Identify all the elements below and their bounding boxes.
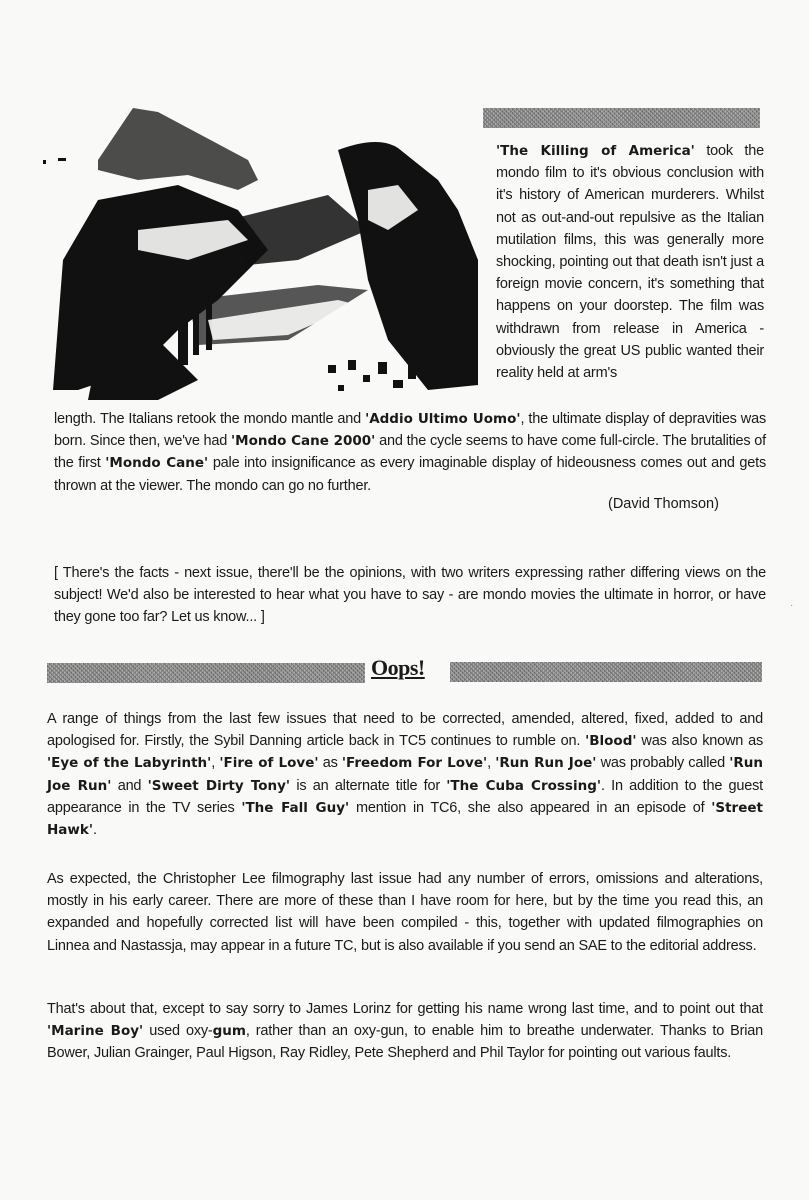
film-title: 'Blood' bbox=[585, 733, 637, 750]
oops-paragraph-1: A range of things from the last few issues that need to be corrected, amended, altered, fixed, added to and apologised for. Firstly, the Sybil Danning article back in TC5 continues to rumble on. 'Blood' was also known as 'Eye of the Labyrinth', 'Fire of Love' as 'Freedom For Love', 'Run Run Joe' was probably called 'Run Joe Run' and 'Sweet Dirty Tony' is an alternate title for 'The Cuba Crossing'. In addition to the guest appearance in the TV series 'The Fall Guy' mention in TC6, she also appeared in an episode of 'Street Hawk'. bbox=[47, 711, 764, 839]
tv-title: 'Street Hawk' bbox=[47, 799, 763, 839]
film-title: 'Run Run Joe' bbox=[495, 755, 597, 772]
article-side-text: 'The Killing of America' took the mondo film to it's obvious conclusion with it's history of American murderers. Whilst not as out-and-out repulsive as the Italian mutilation films, this was generally more shocking, pointing out that death isn't just a foreign movie concern, it's something that happens on your doorstep. The film was withdrawn from release in America - obviously the great US public wanted their reality held at arm's bbox=[496, 143, 764, 382]
tv-title: 'The Fall Guy' bbox=[241, 799, 350, 816]
film-title: 'Addio Ultimo Uomo' bbox=[365, 411, 521, 427]
author-byline: (David Thomson) bbox=[608, 496, 719, 512]
film-title: 'Eye of the Labyrinth' bbox=[47, 755, 212, 772]
film-title: 'Freedom For Love' bbox=[341, 755, 488, 772]
scan-speck: · bbox=[790, 600, 794, 611]
film-title: 'Run Joe Run' bbox=[47, 755, 763, 794]
article-photo bbox=[38, 100, 483, 405]
film-title: 'Sweet Dirty Tony' bbox=[147, 777, 291, 794]
oops-rule-right bbox=[450, 662, 762, 682]
oops-rule-left bbox=[47, 663, 365, 683]
oops-paragraph-2: As expected, the Christopher Lee filmography last issue had any number of errors, omissions and alterations, mostly in his early career. There are more of these than I have room for here, but by the time you read this, an expanded and hopefully corrected list will have been compiled - this, together with updated filmographies on Linnea and Nastassja, may appear in a future TC, but is also available if you send an SAE to the editorial address. bbox=[47, 871, 763, 954]
film-title: 'Mondo Cane' bbox=[105, 455, 209, 472]
film-title: 'Mondo Cane 2000' bbox=[231, 433, 376, 450]
film-title: 'The Cuba Crossing' bbox=[446, 777, 601, 794]
editor-note: [ There's the facts - next issue, there'll be the opinions, with two writers expressing rather differing views on the subject! We'd also be interested to hear what you have to say - are mondo movies the ultimate in horror, or have they gone too far? Let us know... ] bbox=[54, 565, 766, 626]
oops-paragraph-3: That's about that, except to say sorry to James Lorinz for getting his name wrong last time, and to point out that 'Marine Boy' used oxy-gum, rather than an oxy-gun, to enable him to breathe underwater. Thanks to Brian Bower, Julian Grainger, Paul Higson, Ray Ridley, Pete Shepherd and Phil Taylor for pointing out various faults. bbox=[47, 1001, 763, 1062]
article-full-text: length. The Italians retook the mondo mantle and 'Addio Ultimo Uomo', the ultimate display of depravities was born. Since then, we've had 'Mondo Cane 2000' and the cycle seems to have come full-circle. The brutalities of the first 'Mondo Cane' pale into insignificance as every imaginable display of hideousness comes out and gets thrown at the viewer. The mondo can go no further. bbox=[54, 411, 766, 494]
tv-title: 'Marine Boy' bbox=[47, 1023, 144, 1040]
film-title: 'The Killing of America' bbox=[496, 143, 695, 159]
film-title: 'Fire of Love' bbox=[219, 755, 319, 772]
section-heading-oops: Oops! bbox=[371, 655, 425, 680]
emphasis: gum bbox=[212, 1023, 246, 1040]
